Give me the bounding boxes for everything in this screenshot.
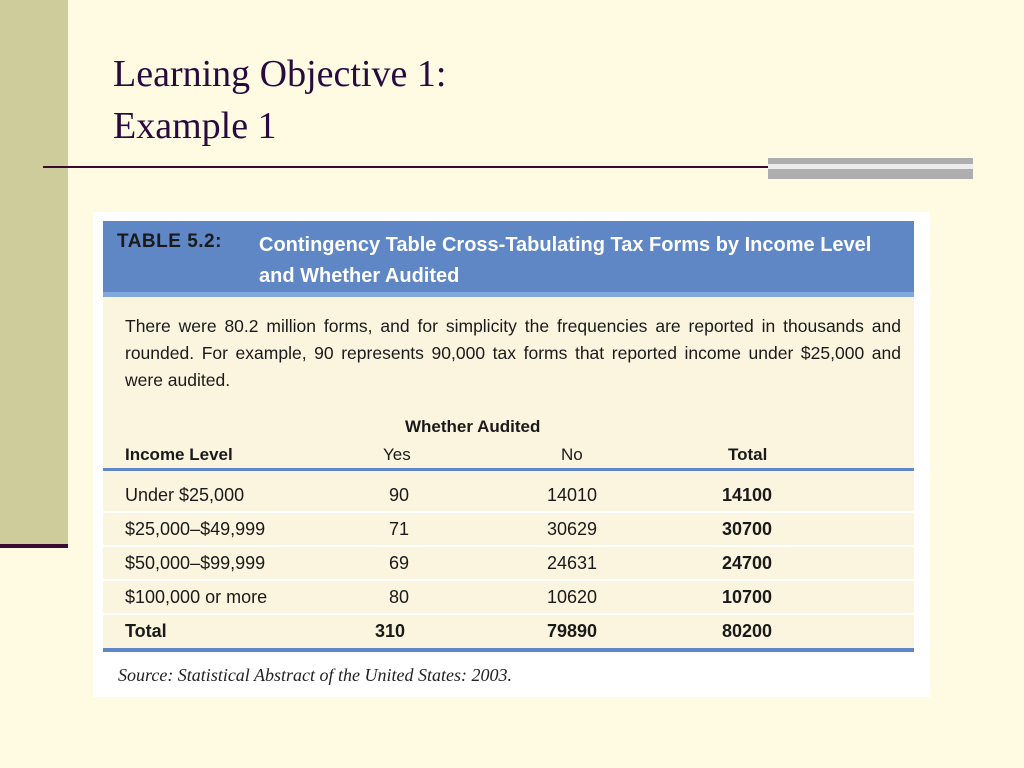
column-header-no: No xyxy=(561,445,583,464)
row-label: Under $25,000 xyxy=(125,485,245,505)
title-divider-accent xyxy=(768,158,973,179)
header-rule xyxy=(103,468,914,471)
column-group-header: Whether Audited xyxy=(405,417,541,436)
column-header-income-level: Income Level xyxy=(125,445,233,464)
table-row xyxy=(103,512,914,546)
table-figure xyxy=(93,212,930,697)
cell-yes: 80 xyxy=(389,587,410,607)
slide-title-line-2: Example 1 xyxy=(113,105,277,147)
cell-no: 10620 xyxy=(547,587,598,607)
column-header-yes: Yes xyxy=(383,445,411,464)
table-row-total xyxy=(103,614,914,648)
slide-title-line-1: Learning Objective 1: xyxy=(113,53,447,95)
cell-no: 30629 xyxy=(547,519,598,539)
row-label: $100,000 or more xyxy=(125,587,268,607)
table-caption-bar xyxy=(103,221,914,297)
table-row xyxy=(103,546,914,580)
cell-total: 30700 xyxy=(722,519,773,539)
table-row xyxy=(103,478,914,512)
cell-total: 14100 xyxy=(722,485,773,505)
cell-yes: 90 xyxy=(389,485,410,505)
row-label: Total xyxy=(125,621,167,641)
title-divider xyxy=(43,166,768,168)
cell-yes: 69 xyxy=(389,553,410,573)
cell-total: 10700 xyxy=(722,587,773,607)
table-row xyxy=(103,580,914,614)
slide-title xyxy=(113,48,446,152)
cell-yes: 71 xyxy=(389,519,410,539)
cell-total: 24700 xyxy=(722,553,773,573)
row-label: $25,000–$49,999 xyxy=(125,519,266,539)
cell-no: 14010 xyxy=(547,485,598,505)
table-panel xyxy=(103,221,914,651)
left-accent-rule xyxy=(0,544,68,548)
table-source-note: Source: Statistical Abstract of the United States: 2003. xyxy=(118,665,512,685)
cell-no: 79890 xyxy=(547,621,598,641)
table-description: There were 80.2 million forms, and for simplicity the frequencies are reported in thousands and rounded. For example, 90 represents 90,000 tax forms that reported income under $25,000 and were audited. xyxy=(125,316,901,390)
table-caption-label: TABLE 5.2: xyxy=(117,231,222,252)
table-caption-text: Contingency Table Cross-Tabulating Tax Forms by Income Level and Whether Audited xyxy=(259,234,872,287)
left-accent-bar xyxy=(0,0,68,545)
cell-total: 80200 xyxy=(722,621,773,641)
column-header-total: Total xyxy=(728,445,768,464)
cell-no: 24631 xyxy=(547,553,598,573)
table-bottom-rule xyxy=(103,648,914,652)
row-label: $50,000–$99,999 xyxy=(125,553,266,573)
cell-yes: 310 xyxy=(375,621,406,641)
